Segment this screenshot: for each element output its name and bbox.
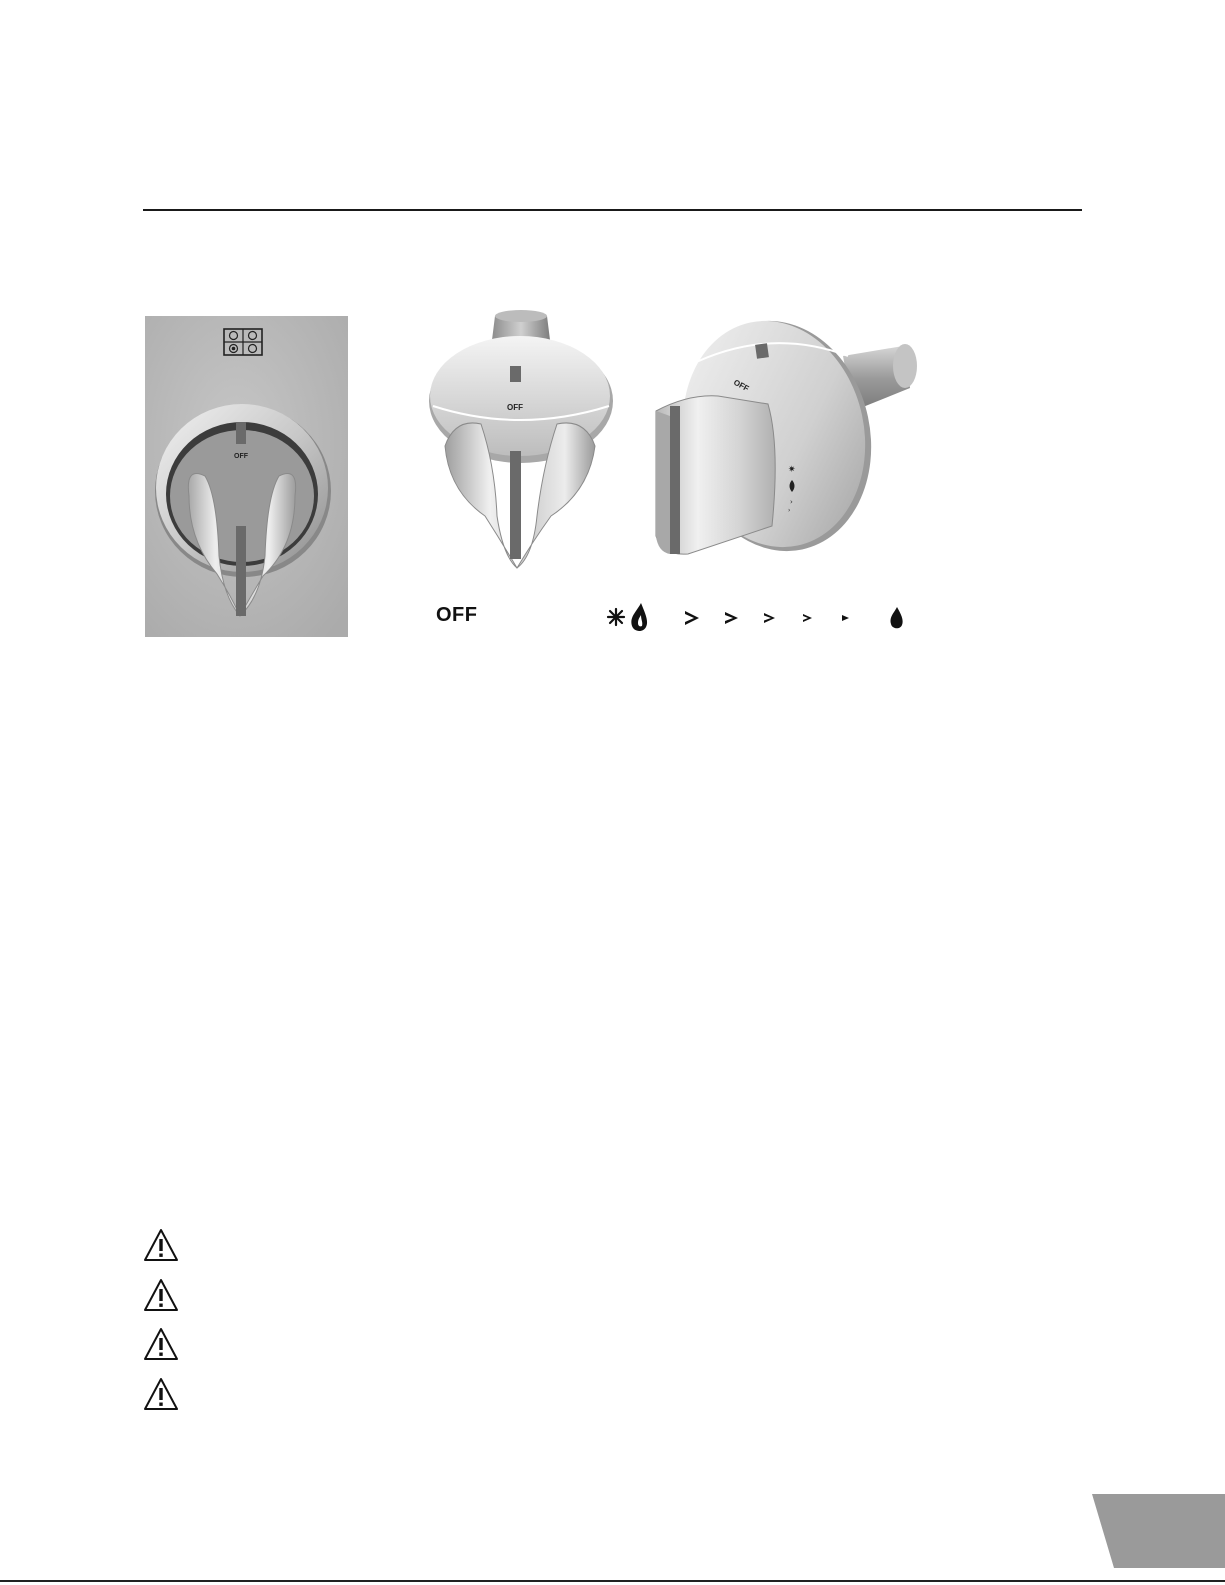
knob-side-view-illustration bbox=[648, 316, 930, 568]
warning-triangle-icon bbox=[142, 1326, 180, 1362]
max-flame-icon bbox=[631, 603, 647, 631]
panel-knob-off-label: OFF bbox=[234, 453, 248, 460]
svg-text:›: › bbox=[788, 507, 791, 514]
warning-triangle-icon bbox=[142, 1376, 180, 1412]
chevron-right-icon bbox=[803, 614, 812, 622]
knob-on-panel-illustration bbox=[145, 316, 348, 637]
footer-rule bbox=[0, 1580, 1225, 1582]
knob-front-view-illustration bbox=[425, 306, 620, 576]
page-number-tab bbox=[1092, 1494, 1225, 1568]
min-flame-icon bbox=[891, 607, 903, 628]
chevron-right-small-icon bbox=[842, 615, 849, 621]
knob-position-symbols bbox=[605, 601, 930, 635]
front-knob-off-label: OFF bbox=[507, 403, 523, 412]
ignition-spark-icon bbox=[608, 609, 624, 625]
side-knob-off-label: OFF bbox=[732, 377, 751, 394]
chevron-right-icon bbox=[685, 611, 699, 625]
chevron-right-icon bbox=[764, 613, 775, 623]
svg-text:✷: ✷ bbox=[788, 465, 796, 475]
header-rule bbox=[143, 209, 1082, 211]
warning-triangle-icon bbox=[142, 1227, 180, 1263]
warning-triangle-icon bbox=[142, 1277, 180, 1313]
chevron-right-icon bbox=[725, 612, 738, 624]
off-position-caption: OFF bbox=[436, 604, 478, 626]
svg-text:›: › bbox=[790, 498, 793, 506]
